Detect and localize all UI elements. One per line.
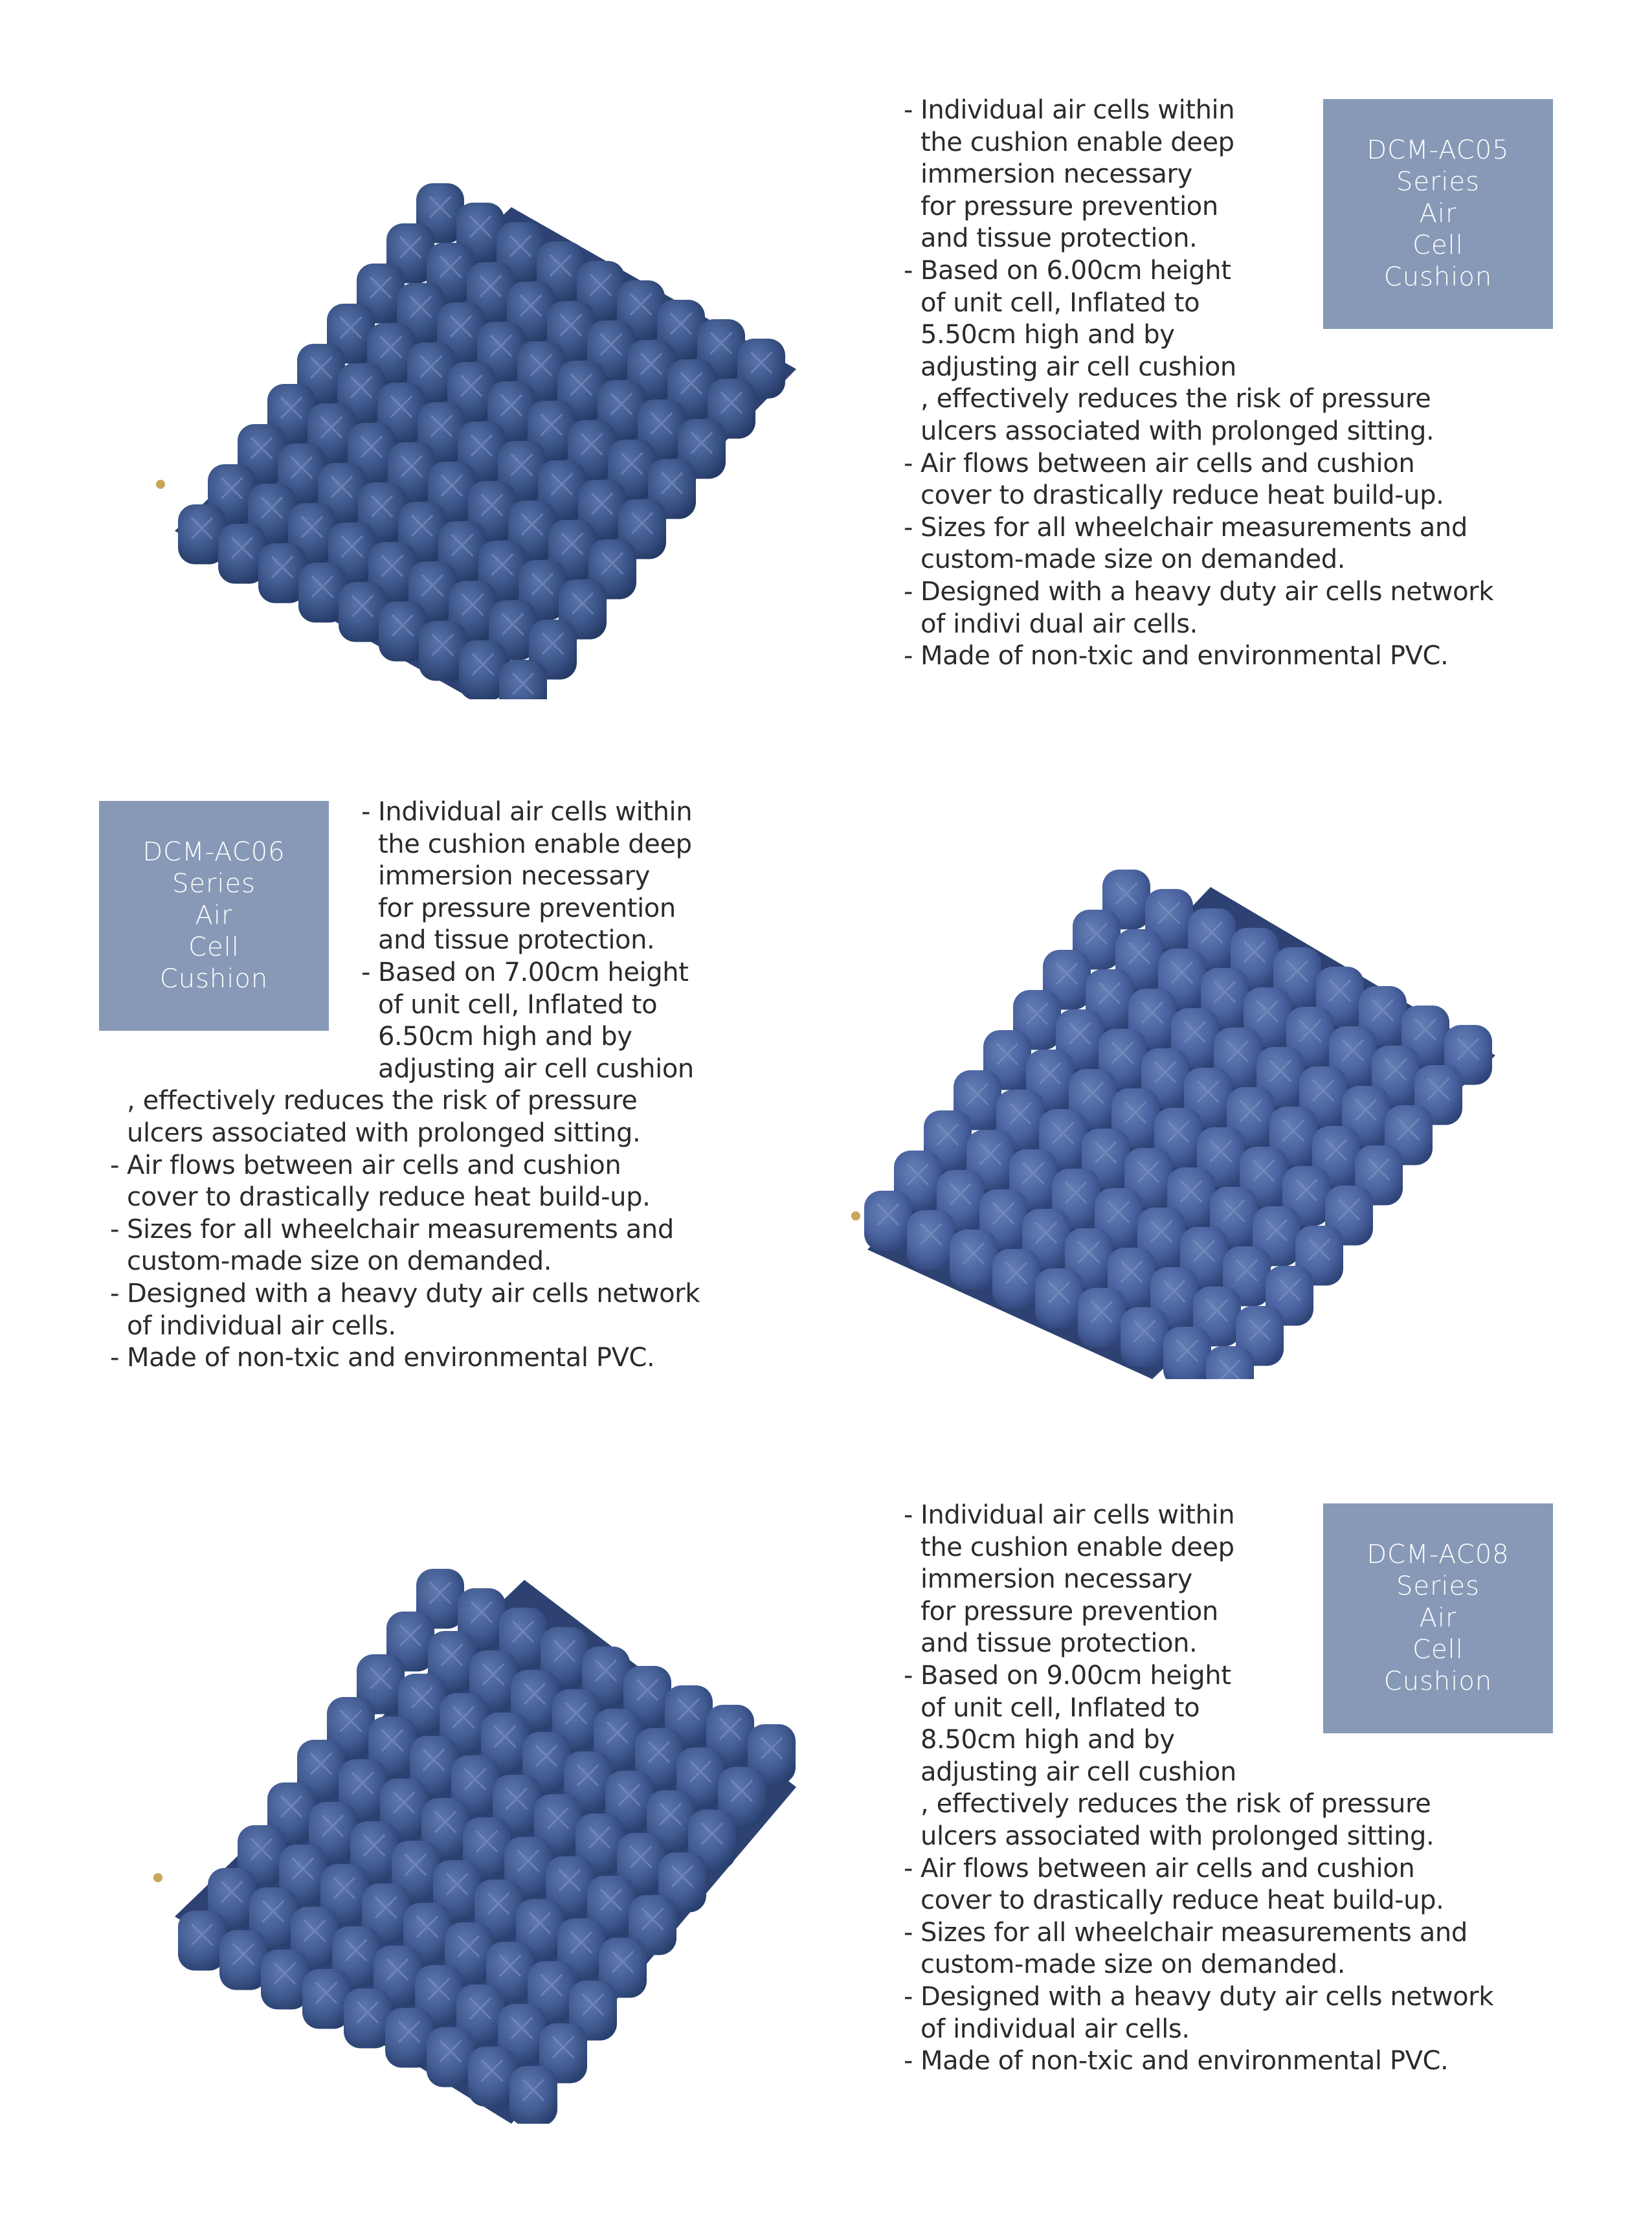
feature-line: for pressure prevention [921, 191, 1218, 221]
feature-line: and tissue protection. [378, 925, 655, 956]
feature-line: custom-made size on demanded. [921, 1950, 1346, 1980]
product-section-ac08 [0, 1405, 1652, 2226]
feature-line: immersion necessary [378, 861, 650, 892]
air-cell-cushion-icon [149, 168, 803, 699]
feature-line: - Based on 9.00cm height [921, 1660, 1231, 1691]
feature-item [904, 576, 1493, 640]
feature-line: - Air flows between air cells and cushion [921, 448, 1415, 478]
feature-item [904, 512, 1493, 576]
feature-line: cover to drastically reduce heat build-up. [127, 1182, 651, 1213]
feature-line: - Designed with a heavy duty air cells network [127, 1278, 700, 1309]
series-label-line: Series [1396, 1571, 1480, 1601]
feature-line: - Individual air cells within [921, 1500, 1235, 1530]
series-label-line: Cell [1412, 1635, 1464, 1665]
feature-line: and tissue protection. [921, 1628, 1198, 1659]
feature-item [904, 1917, 1493, 1981]
series-label-line: Series [172, 869, 256, 899]
cushion-image-ac08 [149, 1554, 803, 2124]
feature-item [904, 2045, 1493, 2078]
feature-item [110, 1214, 700, 1278]
series-label-line: DCM-AC08 [1367, 1540, 1510, 1569]
feature-item [904, 1981, 1493, 2045]
feature-line: - Based on 6.00cm height [921, 255, 1231, 286]
feature-line: for pressure prevention [378, 893, 676, 923]
series-label-line: Air [195, 901, 233, 930]
series-label-line: Cushion [159, 964, 269, 994]
feature-line: - Individual air cells within [378, 797, 693, 827]
feature-line: - Designed with a heavy duty air cells network [921, 1981, 1493, 2012]
feature-line: the cushion enable deep [921, 1532, 1234, 1562]
feature-list-ac06 [110, 796, 700, 1375]
cushion-image-ac06 [848, 861, 1508, 1379]
product-section-ac05 [0, 0, 1652, 712]
feature-line: , effectively reduces the risk of pressure [921, 384, 1431, 414]
feature-line: cover to drastically reduce heat build-up. [921, 1885, 1444, 1916]
feature-line: of individual air cells. [921, 2014, 1190, 2044]
feature-line: ulcers associated with prolonged sitting. [921, 1821, 1434, 1851]
feature-line: - Sizes for all wheelchair measurements and [127, 1214, 674, 1244]
feature-item [904, 448, 1493, 512]
series-label-ac05 [1323, 99, 1553, 329]
air-cell-cushion-icon [149, 1554, 803, 2124]
feature-line: - Air flows between air cells and cushion [127, 1150, 621, 1180]
feature-item [110, 1150, 700, 1214]
feature-line: adjusting air cell cushion [921, 352, 1236, 382]
feature-line: cover to drastically reduce heat build-up. [921, 480, 1444, 511]
feature-line: custom-made size on demanded. [921, 545, 1346, 575]
feature-line: of indivi dual air cells. [921, 609, 1198, 639]
feature-line: - Made of non-txic and environmental PVC. [921, 2046, 1449, 2076]
feature-line: and tissue protection. [921, 223, 1198, 254]
feature-line: ulcers associated with prolonged sitting. [921, 416, 1434, 446]
air-cell-cushion-icon [848, 861, 1508, 1379]
feature-item [110, 957, 700, 1150]
feature-line: the cushion enable deep [921, 127, 1234, 157]
series-label-line: Air [1419, 199, 1457, 229]
series-label-line: Air [1419, 1603, 1457, 1633]
feature-item [110, 1342, 700, 1375]
feature-line: - Individual air cells within [921, 95, 1235, 125]
feature-line: 8.50cm high and by [921, 1725, 1175, 1755]
feature-line: custom-made size on demanded. [127, 1246, 552, 1277]
feature-item [904, 1853, 1493, 1917]
feature-line: immersion necessary [921, 159, 1192, 190]
series-label-line: DCM-AC06 [142, 837, 285, 867]
feature-line: - Made of non-txic and environmental PVC. [921, 641, 1449, 671]
feature-line: - Made of non-txic and environmental PVC. [127, 1343, 655, 1373]
product-section-ac06 [0, 712, 1652, 1424]
feature-line: - Designed with a heavy duty air cells network [921, 576, 1493, 607]
cushion-image-ac05 [149, 168, 803, 699]
feature-line: 5.50cm high and by [921, 320, 1175, 350]
feature-line: the cushion enable deep [378, 829, 692, 859]
feature-line: ulcers associated with prolonged sitting. [127, 1118, 641, 1148]
series-label-line: Cushion [1383, 262, 1493, 292]
feature-line: of unit cell, Inflated to [378, 989, 658, 1020]
series-label-line: Cell [188, 932, 240, 962]
feature-item [904, 640, 1493, 673]
feature-line: of individual air cells. [127, 1310, 396, 1341]
feature-line: - Sizes for all wheelchair measurements and [921, 1917, 1468, 1948]
series-label-line: Cushion [1383, 1667, 1493, 1696]
feature-item [110, 1278, 700, 1342]
series-label-line: Cell [1412, 230, 1464, 260]
feature-line: 6.50cm high and by [378, 1022, 632, 1052]
feature-line: adjusting air cell cushion [921, 1757, 1236, 1787]
feature-line: , effectively reduces the risk of pressure [921, 1789, 1431, 1819]
feature-line: , effectively reduces the risk of pressure [127, 1086, 638, 1116]
feature-item [110, 796, 700, 957]
feature-line: immersion necessary [921, 1564, 1192, 1595]
feature-line: - Sizes for all wheelchair measurements and [921, 512, 1468, 543]
feature-line: - Based on 7.00cm height [378, 957, 689, 987]
feature-line: - Air flows between air cells and cushion [921, 1853, 1415, 1883]
series-label-ac08 [1323, 1503, 1553, 1733]
series-label-line: Series [1396, 167, 1480, 197]
feature-line: of unit cell, Inflated to [921, 1692, 1200, 1723]
series-label-line: DCM-AC05 [1367, 135, 1510, 165]
feature-line: adjusting air cell cushion [378, 1053, 694, 1084]
feature-line: for pressure prevention [921, 1596, 1218, 1626]
feature-line: of unit cell, Inflated to [921, 287, 1200, 318]
